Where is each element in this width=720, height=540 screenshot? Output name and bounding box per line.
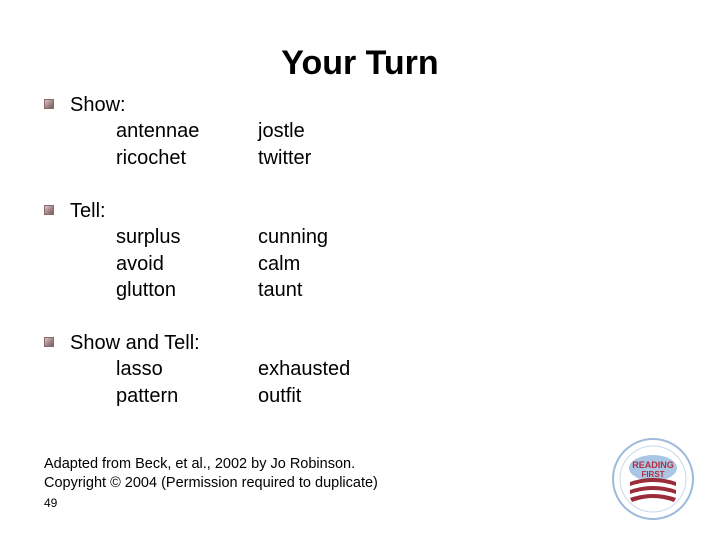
bullet-icon xyxy=(44,205,54,215)
word-item: antennae xyxy=(116,120,200,142)
word-item: twitter xyxy=(258,146,312,169)
page-number: 49 xyxy=(44,496,58,510)
bullet-icon xyxy=(44,337,54,347)
word-item: glutton xyxy=(116,279,177,301)
word-list-left xyxy=(116,224,180,304)
copyright-line: Copyright © 2004 (Permission required to duplicate) xyxy=(44,475,378,491)
reading-first-seal-icon xyxy=(612,438,694,520)
word-item: outfit xyxy=(258,384,302,407)
page-title: Your Turn xyxy=(281,44,439,82)
word-list-right xyxy=(258,356,350,409)
section-heading: Show and Tell: xyxy=(70,332,200,354)
bullet-icon xyxy=(44,99,54,109)
word-item: exhausted xyxy=(258,358,351,380)
word-item: lasso xyxy=(116,358,163,380)
svg-text:FIRST: FIRST xyxy=(641,470,665,479)
svg-text:READING: READING xyxy=(632,460,674,470)
word-list-left xyxy=(116,118,199,171)
word-item: calm xyxy=(258,252,301,275)
attribution-line: Adapted from Beck, et al., 2002 by Jo Robinson. xyxy=(44,456,356,472)
word-item: surplus xyxy=(116,226,181,248)
word-item: taunt xyxy=(258,279,303,301)
word-item: cunning xyxy=(258,226,329,248)
word-item: jostle xyxy=(258,120,305,142)
word-list-right xyxy=(258,118,311,171)
word-item: ricochet xyxy=(116,146,187,169)
word-item: avoid xyxy=(116,252,164,275)
word-item: pattern xyxy=(116,384,179,407)
section-heading: Tell: xyxy=(70,200,106,222)
word-list-right xyxy=(258,224,328,304)
word-list-left xyxy=(116,356,178,409)
section-heading: Show: xyxy=(70,94,126,116)
attribution xyxy=(44,455,378,493)
